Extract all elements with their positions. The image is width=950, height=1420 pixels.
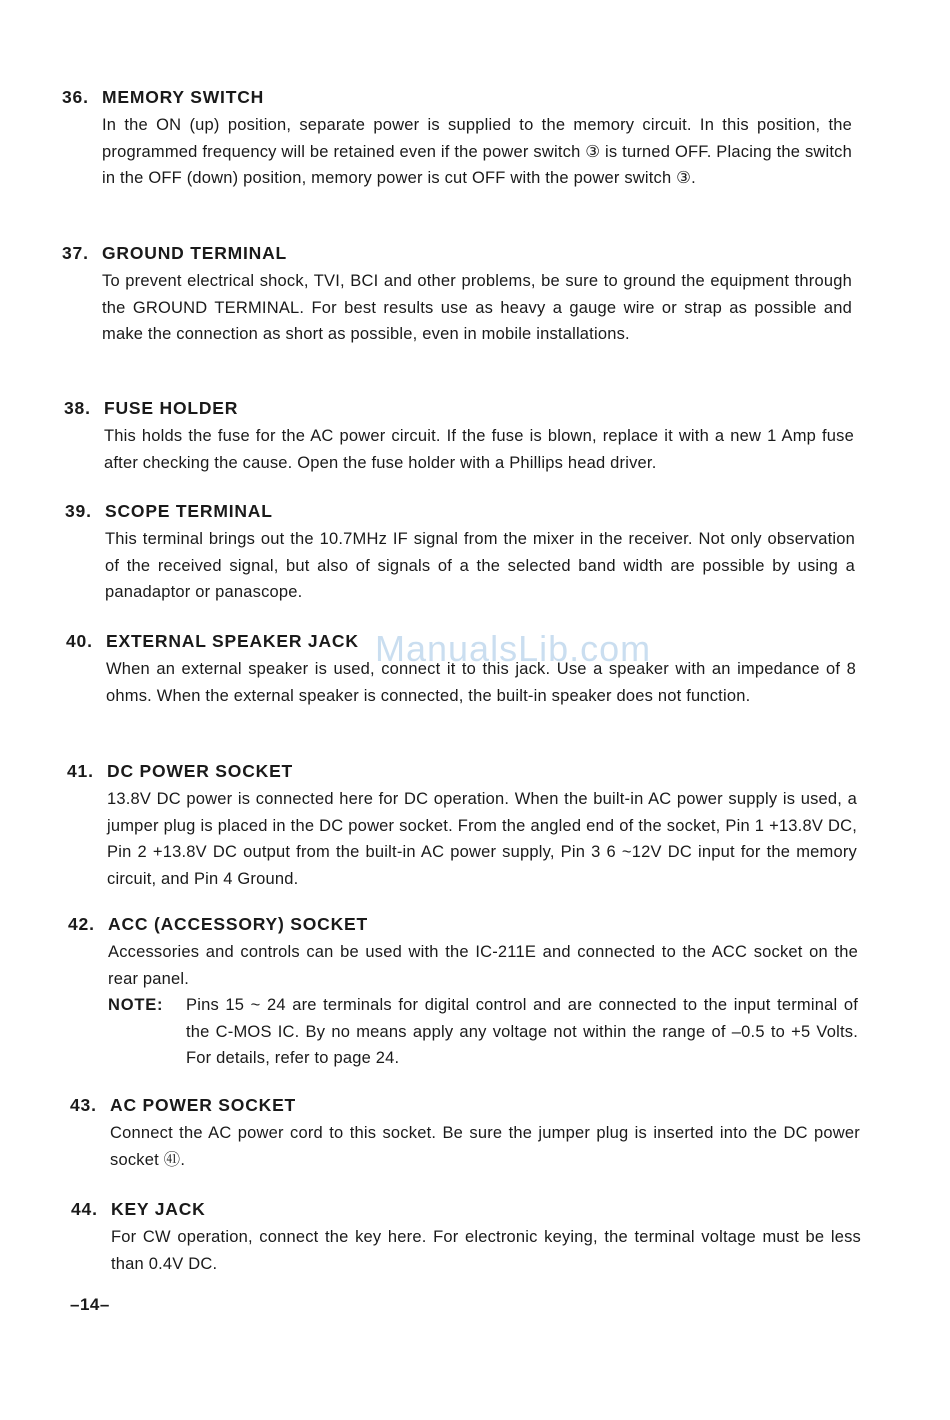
section-number: 41. xyxy=(67,761,94,781)
section-title: MEMORY SWITCH xyxy=(102,87,265,107)
section-43-ac-power-socket xyxy=(70,1094,860,1173)
section-number: 43. xyxy=(70,1095,97,1115)
section-title: AC POWER SOCKET xyxy=(110,1095,297,1115)
note-label: NOTE: xyxy=(108,996,164,1014)
section-title: GROUND TERMINAL xyxy=(102,243,288,263)
section-number: 44. xyxy=(71,1199,98,1219)
watermark: ManualsLib.com xyxy=(375,628,652,669)
section-text: 13.8V DC power is connected here for DC operation. When the built-in AC power supply is used, a jumper plug is placed in the DC power socket. From the angled end of the socket, Pin 1 +13.8V DC, Pin 2 +13.8V DC output from the built-in AC power supply, Pin 3 6 ~12V DC input for the memory circuit, and Pin 4 Ground. xyxy=(107,790,857,888)
section-title: KEY JACK xyxy=(111,1199,206,1219)
section-title: ACC (ACCESSORY) SOCKET xyxy=(108,914,369,934)
note-text: Pins 15 ~ 24 are terminals for digital control and are connected to the input terminal of the C-MOS IC. By no means apply any voltage not within the range of –0.5 to +5 Volts. For details, refer to page 24. xyxy=(186,996,858,1067)
section-heading xyxy=(62,242,852,264)
section-title: SCOPE TERMINAL xyxy=(105,501,273,521)
section-title: EXTERNAL SPEAKER JACK xyxy=(106,631,359,651)
section-text: Accessories and controls can be used with the IC-211E and connected to the ACC socket on the rear panel. xyxy=(108,943,858,988)
section-text: When an external speaker is used, connect it to this jack. Use a speaker with an impedance of 8 ohms. When the external speaker is connected, the built-in speaker does not function. xyxy=(106,660,856,705)
section-42-acc-socket xyxy=(68,913,858,1072)
section-heading xyxy=(68,913,858,935)
section-text: This terminal brings out the 10.7MHz IF signal from the mixer in the receiver. Not only observation of the received signal, but also of signals of a the selected band width are possible by using a panadaptor or panascope. xyxy=(105,530,855,601)
section-title: DC POWER SOCKET xyxy=(107,761,294,781)
section-text: In the ON (up) position, separate power is supplied to the memory circuit. In this position, the programmed frequency will be retained even if the power switch ③ is turned OFF. Placing the switch in the OFF (down) position, memory power is cut OFF with the power switch ③. xyxy=(102,116,852,187)
section-44-key-jack xyxy=(71,1198,861,1277)
section-number: 39. xyxy=(65,501,92,521)
section-heading xyxy=(67,760,857,782)
section-number: 40. xyxy=(66,631,93,651)
section-title: FUSE HOLDER xyxy=(104,398,239,418)
section-heading xyxy=(65,500,855,522)
section-37-ground-terminal xyxy=(62,242,852,348)
section-heading xyxy=(70,1094,860,1116)
section-38-fuse-holder xyxy=(64,397,854,476)
section-heading xyxy=(64,397,854,419)
section-number: 42. xyxy=(68,914,95,934)
section-number: 38. xyxy=(64,398,91,418)
section-36-memory-switch xyxy=(62,86,852,192)
section-number: 36. xyxy=(62,87,89,107)
section-41-dc-power-socket xyxy=(67,760,857,892)
section-heading xyxy=(71,1198,861,1220)
page-number: –14– xyxy=(70,1295,110,1314)
section-text: To prevent electrical shock, TVI, BCI and other problems, be sure to ground the equipment through the GROUND TERMINAL. For best results use as heavy a gauge wire or strap as possible and make the connection as short as possible, even in mobile installations. xyxy=(102,272,852,343)
section-text: This holds the fuse for the AC power circuit. If the fuse is blown, replace it with a new 1 Amp fuse after checking the cause. Open the fuse holder with a Phillips head driver. xyxy=(104,427,854,472)
section-text: Connect the AC power cord to this socket. Be sure the jumper plug is inserted into the DC power socket ㊶. xyxy=(110,1124,860,1169)
section-heading xyxy=(62,86,852,108)
note-block xyxy=(108,992,858,1072)
section-39-scope-terminal xyxy=(65,500,855,606)
section-text: For CW operation, connect the key here. For electronic keying, the terminal voltage must be less than 0.4V DC. xyxy=(111,1228,861,1273)
section-number: 37. xyxy=(62,243,89,263)
